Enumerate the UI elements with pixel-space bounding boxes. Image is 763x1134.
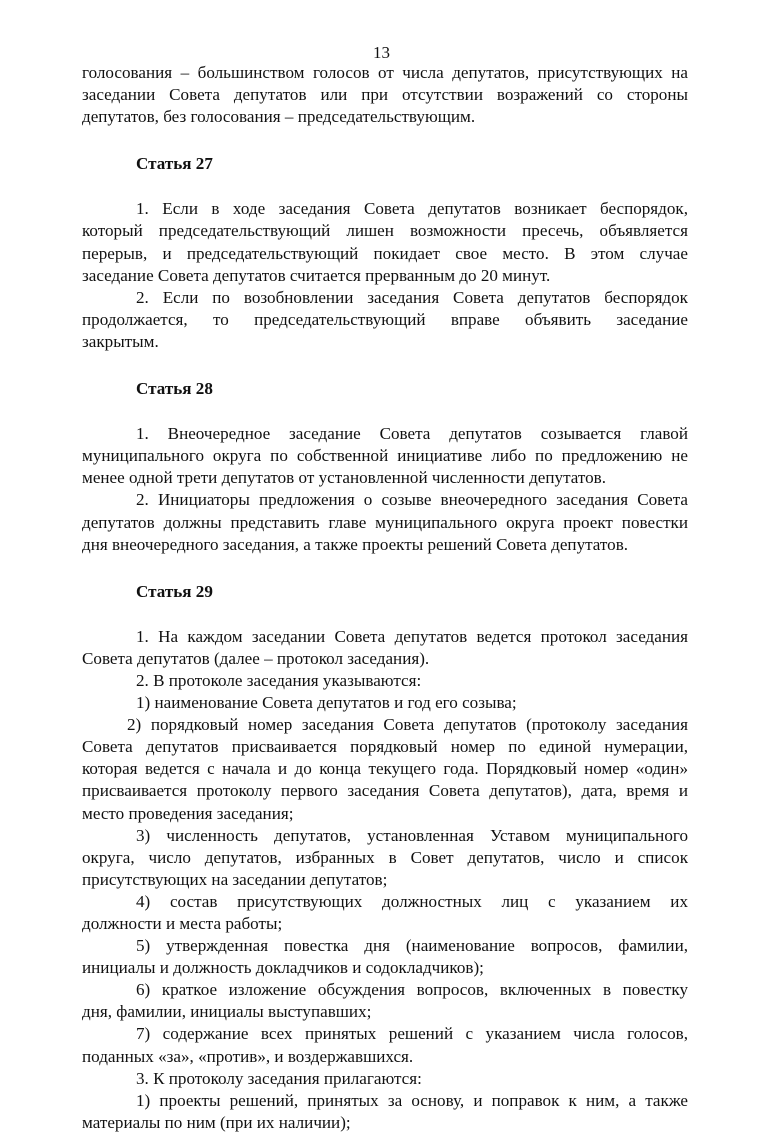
document-body [82, 62, 688, 1134]
intro-line: заседании Совета депутатов или при отсутствии возражений со стороны [82, 85, 688, 105]
list-item-line: должности и места работы; [82, 914, 283, 933]
paragraph-line: 1. Внеочередное заседание Совета депутатов созывается главой [136, 424, 688, 444]
paragraph-line: 2. Если по возобновлении заседания Совета депутатов беспорядок [136, 287, 688, 307]
list-item-line: место проведения заседания; [82, 803, 294, 823]
list-item-line: 4) состав присутствующих должностных лиц с указанием их [136, 891, 688, 911]
paragraph-line: муниципального округа по собственной инициативе либо по предложению не [82, 446, 688, 466]
paragraph-line: продолжается, то председательствующий вправе объявить заседание [82, 309, 688, 329]
intro-line: голосования – большинством голосов от числа депутатов, присутствующих на [82, 63, 688, 82]
paragraph-line: перерыв, и председательствующий покидает свое место. В этом случае [82, 243, 688, 263]
page-number: 13 [373, 43, 390, 62]
list-item-line: дня, фамилии, инициалы выступавших; [82, 1002, 372, 1022]
list-item-line: округа, число депутатов, избранных в Совет депутатов, число и список [82, 847, 688, 867]
intro-line: депутатов, без голосования – председательствующим. [82, 107, 476, 127]
list-item-line: 3) численность депутатов, установленная Уставом муниципального [136, 825, 688, 845]
paragraph-line: менее одной трети депутатов от установленной численности депутатов. [82, 468, 607, 488]
paragraph-line: закрытым. [82, 331, 159, 351]
list-item-line: которая ведется с начала и до конца текущего года. Порядковый номер «один» [82, 759, 688, 779]
list-item-line: Совета депутатов присваивается порядковый номер по единой нумерации, [82, 737, 688, 757]
paragraph-line: который председательствующий лишен возможности пресечь, объявляется [82, 221, 688, 241]
paragraph-line: 3. К протоколу заседания прилагаются: [136, 1068, 422, 1088]
list-item-line: 6) краткое изложение обсуждения вопросов, включенных в повестку [136, 980, 688, 1000]
list-item-line: 2) порядковый номер заседания Совета депутатов (протоколу заседания [127, 715, 688, 735]
paragraph-line: заседание Совета депутатов считается прерванным до 20 минут. [82, 265, 551, 285]
paragraph-line: 1. На каждом заседании Совета депутатов ведется протокол заседания [136, 626, 688, 646]
article-29-heading: Статья 29 [136, 581, 213, 601]
list-item-line: инициалы и должность докладчиков и содокладчиков); [82, 958, 484, 978]
article-28-heading: Статья 28 [136, 379, 213, 399]
list-item-line: 1) наименование Совета депутатов и год его созыва; [136, 693, 517, 713]
list-item-line: присутствующих на заседании депутатов; [82, 869, 388, 889]
paragraph-line: 2. В протоколе заседания указываются: [136, 670, 422, 690]
paragraph-line: 2. Инициаторы предложения о созыве внеочередного заседания Совета [136, 490, 688, 510]
paragraph-line: дня внеочередного заседания, а также проекты решений Совета депутатов. [82, 534, 629, 554]
paragraph-line: 1. Если в ходе заседания Совета депутатов возникает беспорядок, [136, 199, 688, 219]
article-27-heading: Статья 27 [136, 154, 213, 174]
list-item-line: материалы по ним (при их наличии); [82, 1112, 351, 1132]
paragraph-line: депутатов должны представить главе муниципального округа проект повестки [82, 512, 688, 532]
list-item-line: 1) проекты решений, принятых за основу, и поправок к ним, а также [136, 1090, 688, 1110]
list-item-line: присваивается протоколу первого заседания Совета депутатов), дата, время и [82, 781, 688, 801]
paragraph-line: Совета депутатов (далее – протокол заседания). [82, 648, 430, 668]
list-item-line: 5) утвержденная повестка дня (наименование вопросов, фамилии, [136, 936, 688, 956]
list-item-line: 7) содержание всех принятых решений с указанием числа голосов, [136, 1024, 688, 1044]
list-item-line: поданных «за», «против», и воздержавшихся. [82, 1046, 414, 1066]
